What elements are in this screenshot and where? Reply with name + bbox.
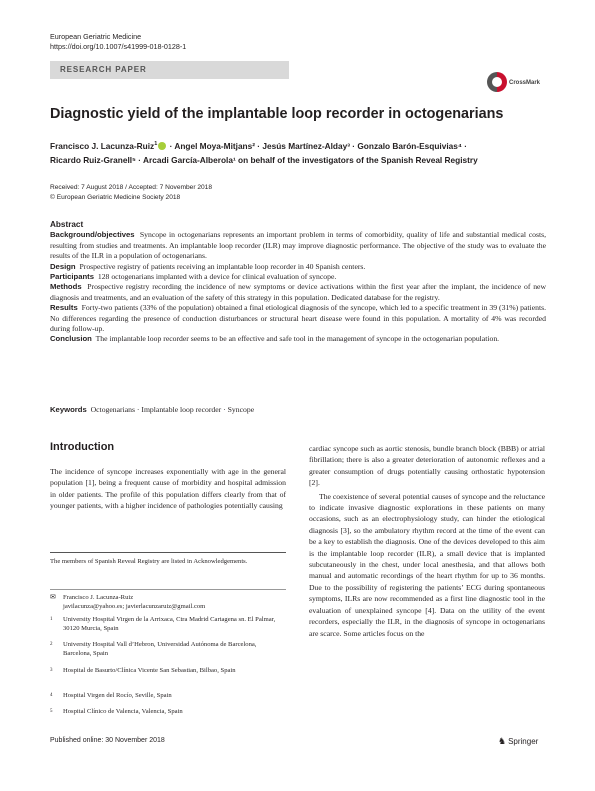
abstract-results: Results Forty-two patients (33% of the population) obtained a final etiological diagnosis of the syncope, which led to a specific treatment in 39 (31%) patients. No differences regarding the presence of conduction disturbances or structural heart disease were found in this population. A mortality of 4% was recorded during follow-up. xyxy=(50,303,547,334)
column-left xyxy=(50,466,286,512)
corresponding-author xyxy=(50,589,286,611)
corresponding-email[interactable]: javilacunza@yahoo.es; javierlacunzaruiz@gmail.com xyxy=(63,603,206,610)
affiliation-1: 1 University Hospital Virgen de la Arrixaca, Ctra Madrid Cartagena sn. El Palmar, 30120 Murcia, Spain xyxy=(50,616,276,632)
springer-horse-icon: ♞ xyxy=(498,736,507,746)
abstract-background: Background/objectives Syncope in octogenarians represents an important problem in terms of comorbidity, quality of life and substantial medical costs, resulting from studies and treatments. An implantable loop recorder (ILR) may improve diagnostic performance. The objective of the study was to evaluate the results of the ILR in a population of octogenarians. xyxy=(50,230,546,261)
keywords xyxy=(50,405,254,414)
article-dates xyxy=(50,183,212,202)
author-first: Francisco J. Lacunza-Ruiz xyxy=(50,140,155,151)
intro-paragraph-2: cardiac syncope such as aortic stenosis, bundle branch block (BBB) or atrial fibrillation; there is also a greater deterioration of autonomic reflexes and a greater consumption of drugs potentially causing orthostatic hypotension [2]. xyxy=(309,444,545,488)
crossmark-label: CrossMark xyxy=(509,80,541,86)
abstract-methods: Methods Prospective registry recording the incidence of new symptoms or device activations within the first year after the implant, the incidence of new diagnosis and treatments, and an evaluation of the safety of this strategy in this population. Dedicated database for the registry. xyxy=(50,282,547,302)
registry-footnote: The members of Spanish Reveal Registry are listed in Acknowledgements. xyxy=(50,558,248,565)
keywords-label: Keywords xyxy=(50,405,87,414)
publisher-logo xyxy=(498,736,538,747)
section-label: RESEARCH PAPER xyxy=(60,65,147,74)
intro-paragraph-3: The coexistence of several potential causes of syncope and the reluctance to indicate invasive diagnostic explorations in these patients on many occasions, such as an electrophysiology study, can hinder the etiological diagnosis [3], so the ambulatory rhythm record at the time of the event can be a key to establish the diagnosis. One of the devices developed to this aim is the implantable loop recorder (ILR), a small device that is implanted subcutaneously in the chest, under local anesthesia, and that allows both manual and automatic recordings of the heart rhythm for up to 36 months. Due to the possibility of registering the patients’ ECG during spontaneous symptoms, ILRs are now recommended as a first line diagnostic tool in the evaluation of unexplained syncope [4]. Data on the utility of the event recorders, especially the ILR, in the diagnosis of syncope in octogenarians are scarce. Some articles focus on the xyxy=(309,491,545,638)
abstract-heading: Abstract xyxy=(50,220,84,229)
author-first-affiliation: 1 xyxy=(154,141,158,147)
corresponding-name: Francisco J. Lacunza-Ruiz xyxy=(63,594,134,601)
orcid-icon[interactable] xyxy=(158,142,166,150)
column-right xyxy=(309,443,545,639)
intro-paragraph-1: The incidence of syncope increases exponentially with age in the general population [1], being a frequent cause of morbidity and hospital admission in older patients. The profile of this population differs clearly from that of younger patients, with a higher incidence of pathologies potentially causing xyxy=(50,467,286,511)
abstract-conclusion: Conclusion The implantable loop recorder seems to be an effective and safe tool in the management of syncope in the octogenarian population. xyxy=(50,334,500,344)
copyright: © European Geriatric Medicine Society 2018 xyxy=(50,193,181,201)
affiliation-5: 5 Hospital Clínico de Valencia, Valencia, Spain xyxy=(50,708,183,715)
affiliation-4: 4 Hospital Virgen del Rocío, Seville, Spain xyxy=(50,692,172,699)
journal-header xyxy=(50,32,186,52)
paper-title: Diagnostic yield of the implantable loop recorder in octogenarians xyxy=(50,106,504,122)
crossmark-badge[interactable] xyxy=(487,72,545,94)
published-online: Published online: 30 November 2018 xyxy=(50,737,165,744)
author-list xyxy=(50,137,550,167)
journal-name: European Geriatric Medicine xyxy=(50,32,142,41)
publisher-name: Springer xyxy=(508,737,539,746)
introduction-heading: Introduction xyxy=(50,441,115,453)
footnote-divider xyxy=(50,552,286,553)
author-line2: Ricardo Ruiz-Granell⁵ · Arcadi García-Alberola¹ on behalf of the investigators of the Spanish Reveal Registry xyxy=(50,154,478,165)
received-accepted: Received: 7 August 2018 / Accepted: 7 November 2018 xyxy=(50,184,213,191)
abstract-participants: Participants 128 octogenarians implanted with a device for clinical evaluation of syncope. xyxy=(50,272,337,282)
section-banner xyxy=(50,61,289,79)
doi-link[interactable]: https://doi.org/10.1007/s41999-018-0128-1 xyxy=(50,42,187,51)
author-line1-rest: · Angel Moya-Mitjans² · Jesús Martínez-Alday³ · Gonzalo Barón-Esquivias⁴ · xyxy=(167,140,468,151)
abstract-design: Design Prospective registry of patients receiving an implantable loop recorder in 40 Spanish centers. xyxy=(50,261,366,271)
affiliation-2: 2 University Hospital Vall d’Hebron, Universidad Autónoma de Barcelona, Barcelona, Spain xyxy=(50,641,257,657)
abstract xyxy=(50,220,546,345)
affiliation-3: 3 Hospital de Basurto/Clínica Vicente San Sebastian, Bilbao, Spain xyxy=(50,667,236,674)
envelope-icon: ✉ xyxy=(50,593,56,601)
keywords-text: Octogenarians · Implantable loop recorder · Syncope xyxy=(90,405,255,414)
